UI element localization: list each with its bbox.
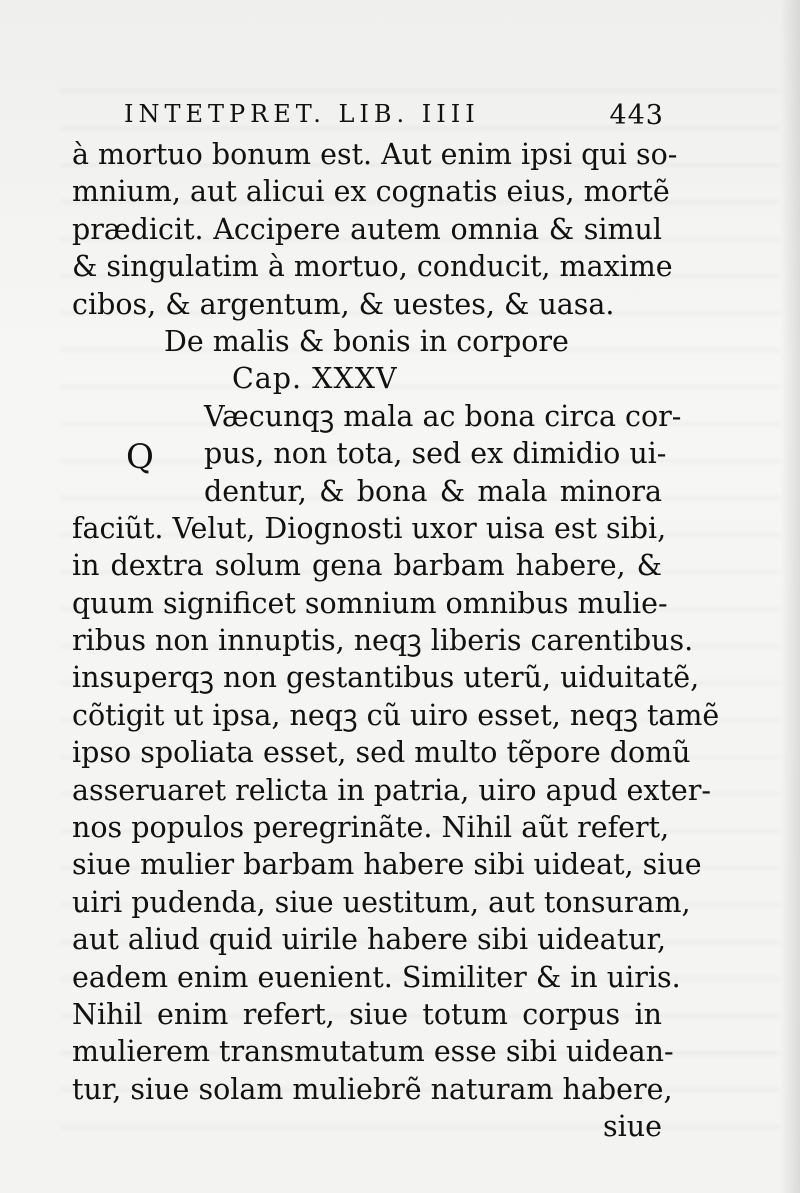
text-line-5: cibos, & argentum, & uestes, & uasa. [72,287,615,321]
text-line-23: eadem enim euenient. Similiter & in uiris. [72,960,681,994]
text-line-8: Væcunqꝫ mala ac bona circa cor- [204,399,682,433]
text-line-18: asseruaret relicta in patria, uiro apud exter- [72,773,712,807]
text-line-9: pus, non tota, sed ex dimidio ui- [204,437,667,471]
text-line-1: à mortuo bonum est. Aut enim ipsi qui so- [72,138,678,171]
text-line-15: insuperqꝫ non gestantibus uterũ, uiduitatẽ, [72,661,700,695]
text-line-14: ribus non innuptis, neqꝫ liberis carentibus. [72,624,694,658]
text-line-22: aut aliud quid uirile habere sibi uideatur, [72,923,667,957]
text-line-3: prædicit. Accipere autem omnia & simul [72,212,662,246]
text-line-20: siue mulier barbam habere sibi uideat, siue [72,848,702,882]
text-line-11: faciũt. Velut, Diognosti uxor uisa est sibi, [72,511,667,545]
page-number: 443 [609,100,664,131]
chapter-heading: De malis & bonis in corpore [164,324,569,358]
drop-cap: Q [126,436,154,477]
text-line-19: nos populos peregrinãte. Nihil aũt refert, [72,811,670,845]
text-line-13: quum significet somnium omnibus mulie- [72,586,668,620]
page-header [124,100,664,136]
text-line-12: in dextra solum gena barbam habere, & [72,549,662,583]
text-line-21: uiri pudenda, siue uestitum, aut tonsuram, [72,885,691,919]
text-line-16: cõtigit ut ipsa, neqꝫ cũ uiro esset, neqꝫ tamẽ [72,698,720,732]
page-edge-shadow [780,0,800,1193]
text-line-26: tur, siue solam muliebrẽ naturam habere, [72,1072,673,1106]
text-line-17: ipso spoliata esset, sed multo tẽpore domũ [72,736,691,770]
text-line-25: mulierem transmutatum esse sibi uidean- [72,1035,674,1069]
text-line-24: Nihil enim refert, siue totum corpus in [72,997,662,1031]
body-text [72,136,720,1146]
catchword: siue [603,1110,662,1144]
text-line-2: mnium, aut alicui ex cognatis eius, mortẽ [72,175,670,209]
drop-cap-paragraph [72,398,682,510]
text-line-10: dentur, & bona & mala minora [204,474,662,508]
text-line-4: & singulatim à mortuo, conducit, maxime [72,250,673,284]
chapter-number: Cap. XXXV [232,362,398,396]
running-head: INTETPRET. LIB. IIII [124,100,480,128]
